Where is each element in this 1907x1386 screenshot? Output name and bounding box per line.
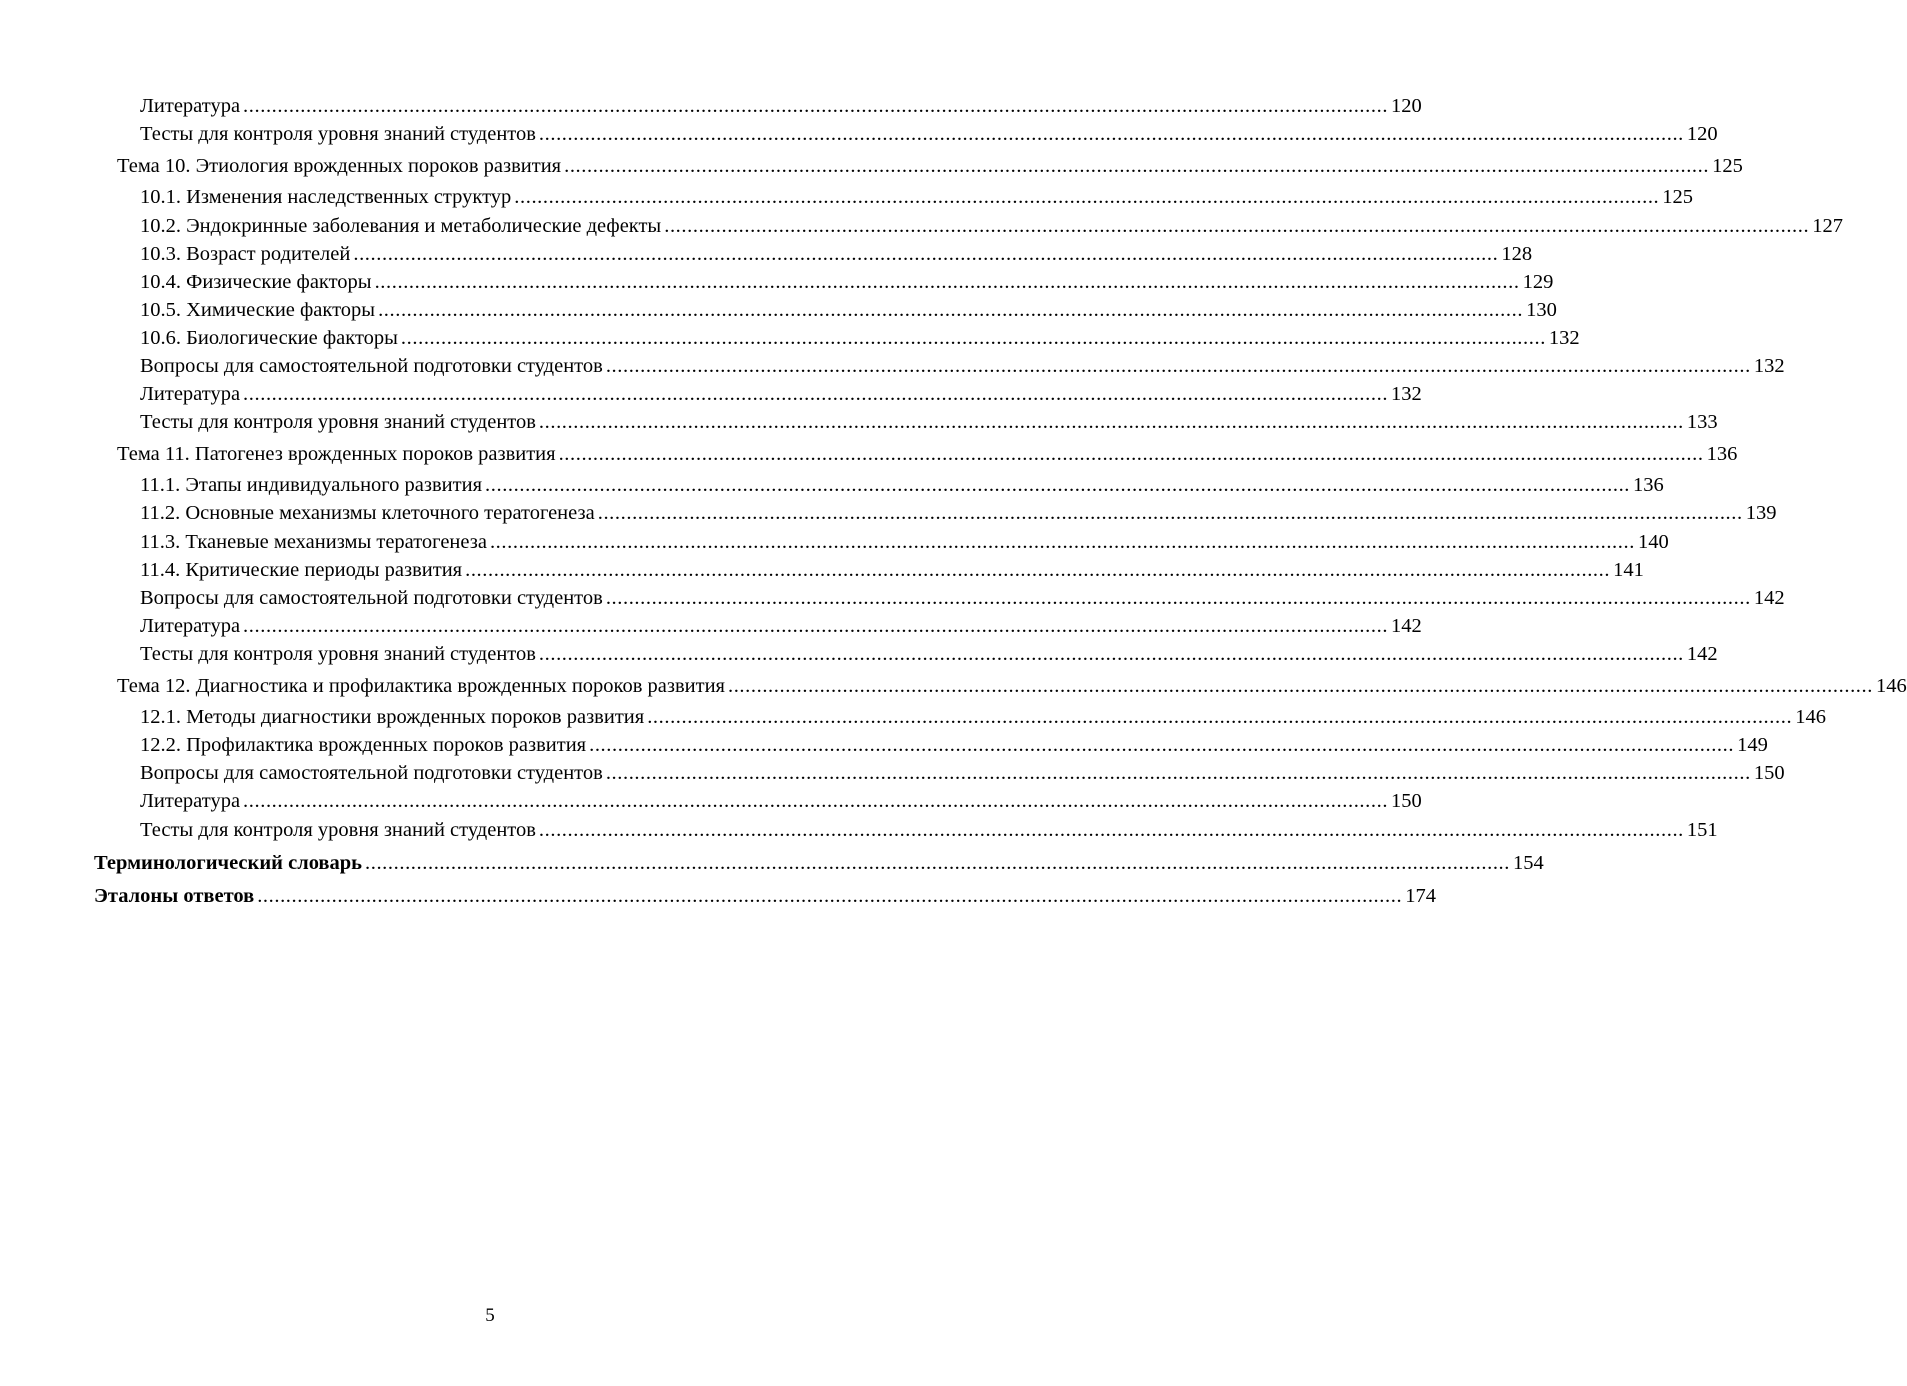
toc-entry-title: 11.4. Критические периоды развития [140,559,463,581]
toc-entry-page: 136 [1633,474,1664,496]
toc-entry [140,381,1422,407]
toc-leader-dots: ........................................................................................................................................................................................................ [365,852,1510,874]
toc-leader-dots: ........................................................................................................................................................................................................ [664,215,1810,237]
toc-entry-title: 10.4. Физические факторы [140,271,372,293]
toc-entry-title: Тема 10. Этиология врожденных пороков развития [117,155,562,177]
toc-entry [140,353,1785,379]
toc-entry-title: Вопросы для самостоятельной подготовки студентов [140,587,603,609]
toc-entry-title: 12.2. Профилактика врожденных пороков развития [140,734,587,756]
toc-entry [140,613,1422,639]
toc-entry-page: 139 [1745,502,1777,524]
toc-entry-title: Литература [140,95,241,117]
toc-leader-dots: ........................................................................................................................................................................................................ [353,243,1499,265]
toc-leader-dots: ........................................................................................................................................................................................................ [605,762,1751,784]
toc-entry-page: 129 [1522,271,1554,293]
toc-leader-dots: ........................................................................................................................................................................................................ [485,474,1631,496]
toc-entry [140,732,1768,758]
toc-leader-dots: ........................................................................................................................................................................................................ [243,383,1389,405]
toc-entry-page: 128 [1501,243,1533,265]
toc-leader-dots: ........................................................................................................................................................................................................ [558,443,1704,465]
toc-entry [140,93,1422,119]
toc-entry [140,529,1669,555]
toc-entry-page: 174 [1405,885,1436,907]
toc-entry-title: Тесты для контроля уровня знаний студентов [140,123,536,145]
toc-entry-page: 133 [1686,411,1718,433]
toc-entry [140,121,1718,147]
toc-entry-title: Тесты для контроля уровня знаний студентов [140,643,536,665]
toc-entry-title: Тесты для контроля уровня знаний студентов [140,411,536,433]
toc-entry [117,441,1738,467]
toc-entry-page: 154 [1513,852,1544,874]
toc-entry [140,585,1785,611]
toc-entry-title: Вопросы для самостоятельной подготовки студентов [140,762,603,784]
toc-leader-dots: ........................................................................................................................................................................................................ [489,531,1635,553]
toc-entry-page: 120 [1686,123,1718,145]
toc-entry-page: 140 [1637,531,1669,553]
toc-leader-dots: ........................................................................................................................................................................................................ [374,271,1520,293]
toc-leader-dots: ........................................................................................................................................................................................................ [243,790,1389,812]
toc-entry-title: 10.6. Биологические факторы [140,327,398,349]
toc-leader-dots: ........................................................................................................................................................................................................ [589,734,1735,756]
toc-entry [140,760,1785,786]
toc-entry [140,641,1718,667]
toc-entry-title: Терминологический словарь [94,852,362,874]
toc-entry-title: 10.5. Химические факторы [140,299,376,321]
toc-entry-title: Тесты для контроля уровня знаний студентов [140,819,536,841]
toc-leader-dots: ........................................................................................................................................................................................................ [605,355,1751,377]
toc-entry-title: Вопросы для самостоятельной подготовки студентов [140,355,603,377]
toc-leader-dots: ........................................................................................................................................................................................................ [243,95,1389,117]
toc-entry-page: 150 [1753,762,1785,784]
toc-leader-dots: ........................................................................................................................................................................................................ [465,559,1611,581]
toc-entry-page: 150 [1391,790,1422,812]
toc-entry [140,409,1718,435]
toc-entry [140,788,1422,814]
toc-entry-title: 10.1. Изменения наследственных структур [140,186,512,208]
toc-entry-page: 132 [1753,355,1785,377]
toc-entry [140,184,1694,210]
toc-entry-title: Литература [140,383,241,405]
toc-entry-page: 132 [1548,327,1580,349]
toc-leader-dots: ........................................................................................................................................................................................................ [514,186,1660,208]
toc-entry-page: 120 [1391,95,1422,117]
toc-entry-title: Литература [140,615,241,637]
toc-entry-page: 130 [1526,299,1557,321]
toc-leader-dots: ........................................................................................................................................................................................................ [400,327,1546,349]
toc-entry [140,472,1664,498]
toc-leader-dots: ........................................................................................................................................................................................................ [647,706,1793,728]
toc-leader-dots: ........................................................................................................................................................................................................ [538,411,1684,433]
toc-leader-dots: ........................................................................................................................................................................................................ [243,615,1389,637]
toc-entry-title: Тема 12. Диагностика и профилактика врожденных пороков развития [117,675,725,697]
toc-entry [140,241,1533,267]
toc-entry-page: 146 [1795,706,1826,728]
toc-entry-page: 142 [1753,587,1785,609]
toc-entry-page: 146 [1875,675,1907,697]
toc-entry [140,297,1557,323]
toc-leader-dots: ........................................................................................................................................................................................................ [538,123,1684,145]
toc-entry-title: 12.1. Методы диагностики врожденных пороков развития [140,706,645,728]
page-number: 5 [485,1305,495,1326]
toc-entry-page: 125 [1662,186,1694,208]
toc-entry-title: 10.3. Возраст родителей [140,243,351,265]
toc-entry-page: 142 [1686,643,1718,665]
toc-entry-page: 125 [1712,155,1743,177]
toc-entry [140,213,1843,239]
toc-entry-page: 132 [1391,383,1422,405]
toc-leader-dots: ........................................................................................................................................................................................................ [378,299,1524,321]
toc-leader-dots: ........................................................................................................................................................................................................ [597,502,1743,524]
toc-entry-page: 142 [1391,615,1422,637]
toc-entry-page: 141 [1613,559,1644,581]
toc-entry [140,704,1826,730]
toc-entry [117,153,1743,179]
toc-entry-page: 151 [1686,819,1718,841]
toc-entry-title: Эталоны ответов [94,885,255,907]
toc-leader-dots: ........................................................................................................................................................................................................ [538,643,1684,665]
toc-entry-page: 136 [1706,443,1738,465]
toc-entry [140,557,1644,583]
toc-entry [94,850,1544,876]
toc-entry [140,500,1777,526]
toc-leader-dots: ........................................................................................................................................................................................................ [257,885,1403,907]
toc-leader-dots: ........................................................................................................................................................................................................ [564,155,1710,177]
toc-entry-title: 11.1. Этапы индивидуального развития [140,474,483,496]
toc-leader-dots: ........................................................................................................................................................................................................ [727,675,1873,697]
toc-entry [94,883,1436,909]
toc-leader-dots: ........................................................................................................................................................................................................ [538,819,1684,841]
toc-entry [140,325,1580,351]
toc-entry-title: Тема 11. Патогенез врожденных пороков развития [117,443,556,465]
toc-entry [117,673,1907,699]
toc-entry [140,817,1718,843]
toc-entry-title: 11.3. Тканевые механизмы тератогенеза [140,531,487,553]
toc-entry-title: 11.2. Основные механизмы клеточного тератогенеза [140,502,595,524]
toc-leader-dots: ........................................................................................................................................................................................................ [605,587,1751,609]
toc-entry-page: 149 [1737,734,1768,756]
toc-entry-page: 127 [1812,215,1843,237]
toc-entry [140,269,1554,295]
toc-entry-title: Литература [140,790,241,812]
toc-entry-title: 10.2. Эндокринные заболевания и метаболические дефекты [140,215,662,237]
